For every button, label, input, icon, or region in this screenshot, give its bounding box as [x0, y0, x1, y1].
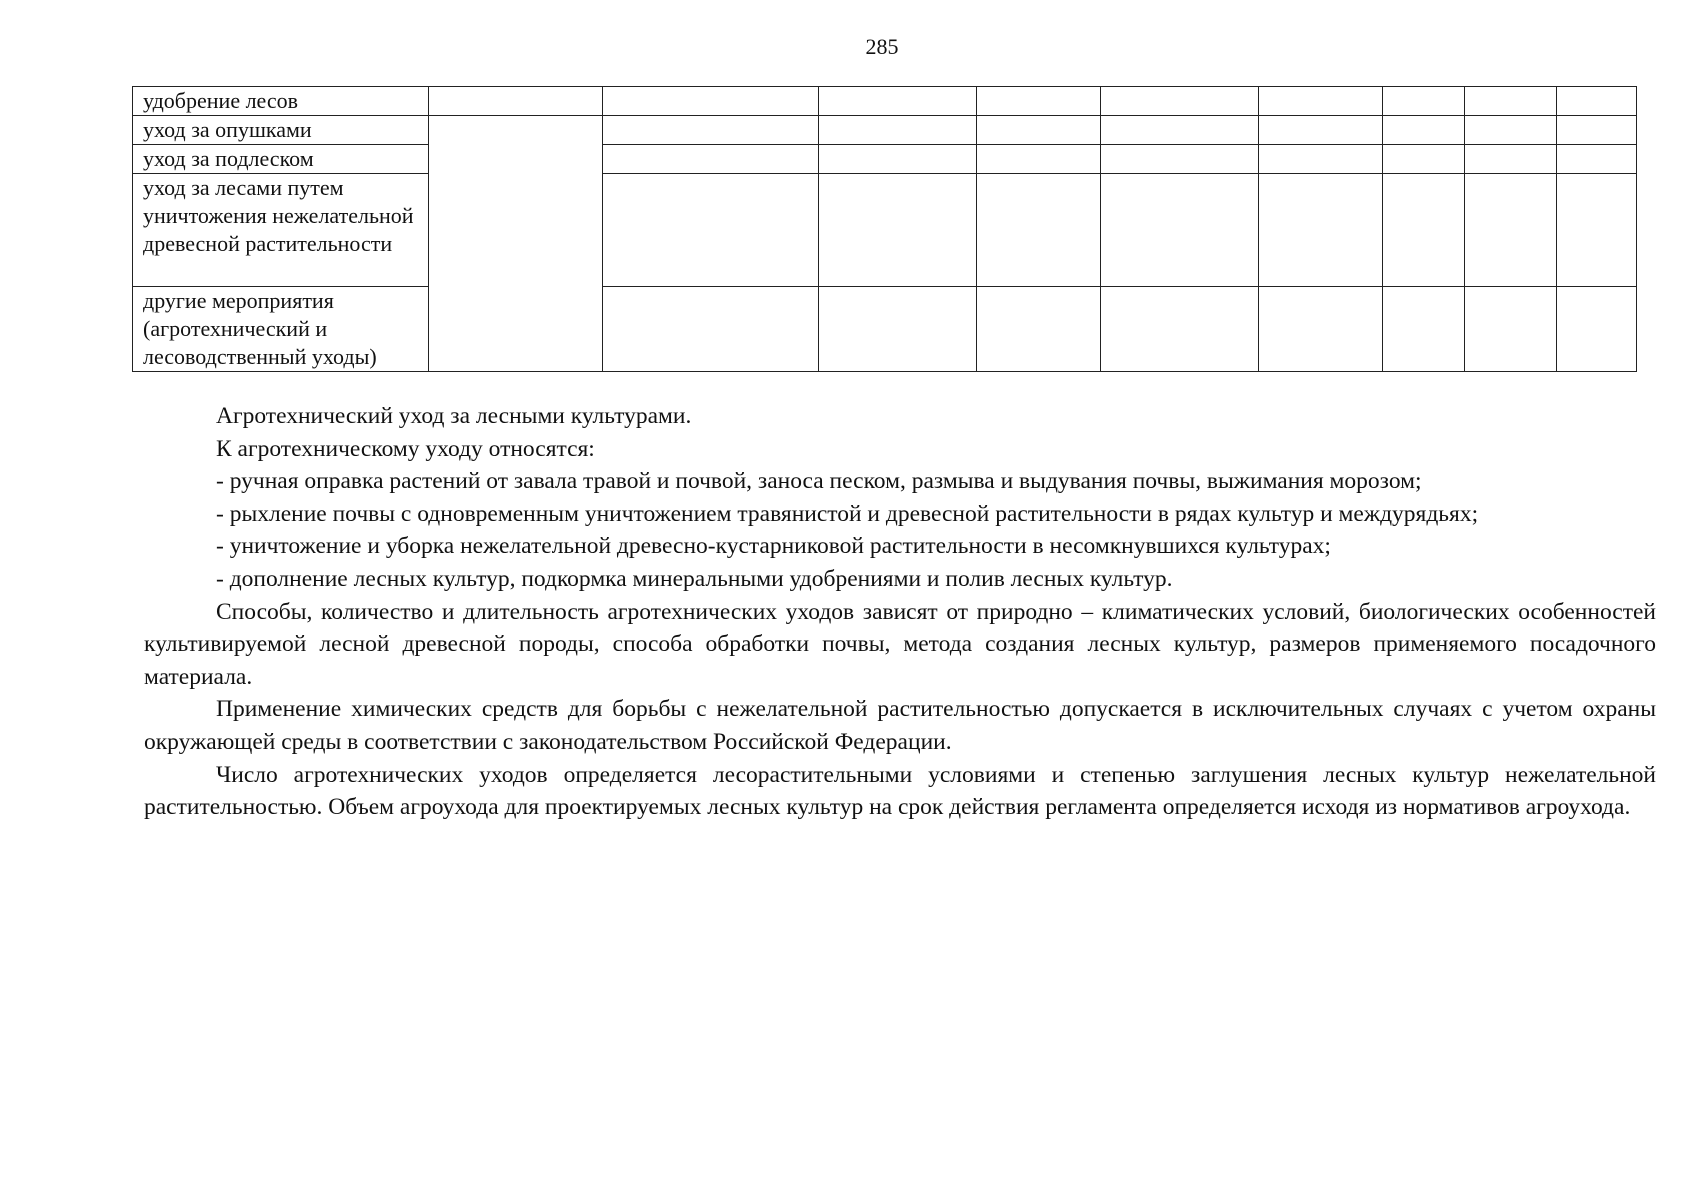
table-cell — [603, 174, 819, 287]
table-cell — [1465, 87, 1557, 116]
table-cell-label: удобрение лесов — [133, 87, 429, 116]
table-cell — [1557, 174, 1637, 287]
table-cell — [1101, 287, 1259, 372]
table-cell — [1557, 116, 1637, 145]
table-cell — [1557, 287, 1637, 372]
paragraph-intro: К агротехническому уходу относятся: — [216, 435, 595, 462]
table-cell — [1101, 145, 1259, 174]
activities-table — [132, 86, 1637, 372]
table-cell — [1259, 145, 1383, 174]
table-cell-label: уход за лесами путем уничтожения нежелательной древесной растительности — [133, 174, 429, 287]
table-cell — [1101, 87, 1259, 116]
list-item: - уничтожение и уборка нежелательной древесно-кустарниковой растительности в несомкнувшихся культурах; — [216, 533, 1331, 560]
table-cell — [1259, 287, 1383, 372]
table-cell — [977, 174, 1101, 287]
table-cell — [1465, 287, 1557, 372]
paragraph: Число агротехнических уходов определяется лесорастительными условиями и степенью заглушения лесных культур нежелательной растительностью. Объем агроухода для проектируемых лесных культур на срок действия регламента определяется исходя из нормативов агроухода. — [144, 761, 1656, 821]
table-cell — [977, 287, 1101, 372]
list-item: - ручная оправка растений от завала травой и почвой, заноса песком, размыва и выдувания почвы, выжимания морозом; — [216, 468, 1422, 495]
table-cell — [603, 116, 819, 145]
table-cell — [1259, 174, 1383, 287]
table-cell — [429, 87, 603, 116]
table-cell — [977, 145, 1101, 174]
table-cell — [819, 87, 977, 116]
table-cell — [819, 287, 977, 372]
paragraph: Применение химических средств для борьбы с нежелательной растительностью допускается в исключительных случаях с учетом охраны окружающей среды в соответствии с законодательством Российской Федерации. — [144, 696, 1656, 755]
table-cell — [1465, 174, 1557, 287]
table-cell-label: уход за опушками — [133, 116, 429, 145]
table-cell-merged — [429, 116, 603, 372]
page-number: 285 — [865, 34, 899, 59]
table-cell — [1259, 116, 1383, 145]
table-cell-label: другие мероприятия (агротехнический и лесоводственный уходы) — [133, 287, 429, 372]
table-cell — [1383, 287, 1465, 372]
table-cell — [1465, 145, 1557, 174]
table-cell — [1101, 116, 1259, 145]
table-cell — [603, 287, 819, 372]
table-cell — [1557, 145, 1637, 174]
table-cell — [603, 145, 819, 174]
list-item: - рыхление почвы с одновременным уничтожением травянистой и древесной растительности в рядах культур и междурядьях; — [216, 500, 1479, 527]
table-cell — [1383, 174, 1465, 287]
table-row — [133, 116, 1637, 145]
table-row — [133, 174, 1637, 287]
table-cell — [1383, 87, 1465, 116]
table-cell — [1557, 87, 1637, 116]
body-text — [144, 400, 1656, 824]
table-row — [133, 87, 1637, 116]
table-cell — [977, 116, 1101, 145]
table-cell — [1259, 87, 1383, 116]
table-cell — [819, 116, 977, 145]
table-cell — [977, 87, 1101, 116]
table-row — [133, 145, 1637, 174]
table-cell — [1383, 116, 1465, 145]
table-cell — [603, 87, 819, 116]
table-row — [133, 287, 1637, 372]
paragraph-heading: Агротехнический уход за лесными культурами. — [216, 403, 692, 429]
paragraph: Способы, количество и длительность агротехнических уходов зависят от природно – климатических условий, биологических особенностей культивируемой лесной древесной породы, способа обработки почвы, метода создания лесных культур, размеров применяемого посадочного материала. — [144, 598, 1656, 690]
list-item: - дополнение лесных культур, подкормка минеральными удобрениями и полив лесных культур. — [216, 565, 1173, 592]
table-cell — [819, 145, 977, 174]
table-cell — [1465, 116, 1557, 145]
table-cell-label: уход за подлеском — [133, 145, 429, 174]
table-cell — [1101, 174, 1259, 287]
table-cell — [1383, 145, 1465, 174]
table-cell — [819, 174, 977, 287]
